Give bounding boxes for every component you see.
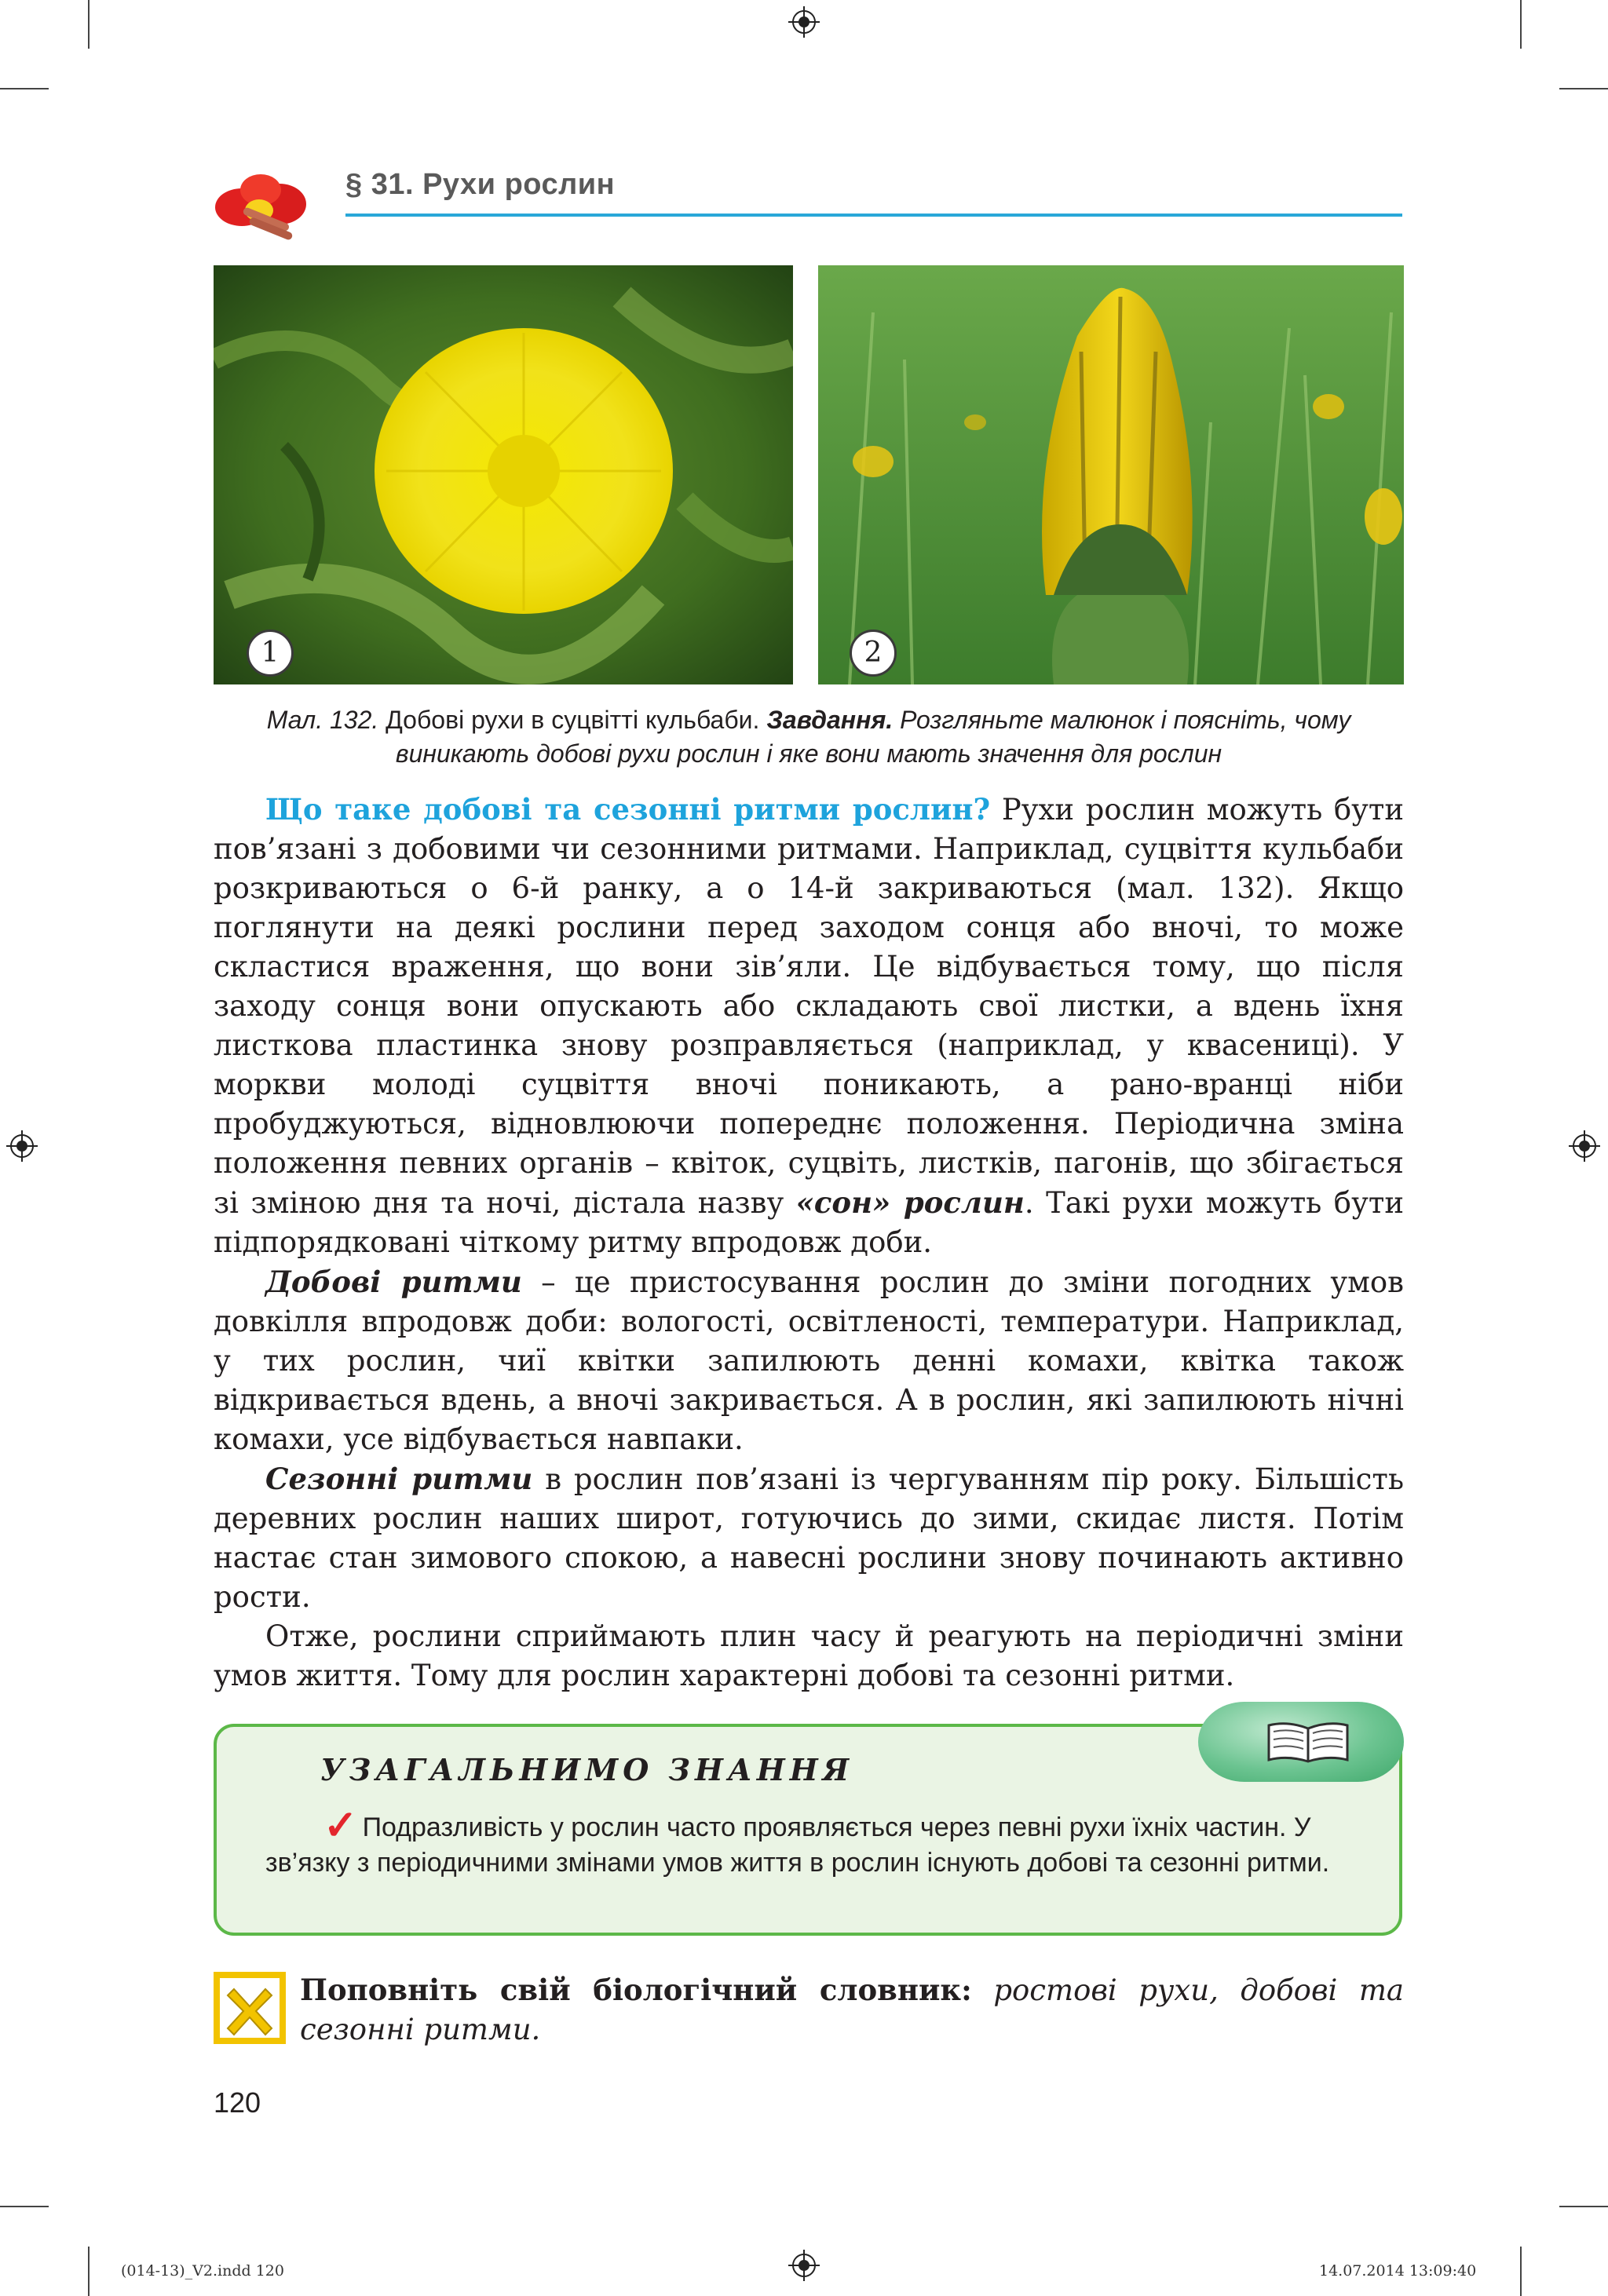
figure-label-2: 2 bbox=[850, 630, 897, 677]
figure-label-1: 1 bbox=[247, 630, 294, 677]
registration-mark-icon bbox=[788, 2250, 820, 2281]
photo-dandelion-open bbox=[214, 265, 793, 684]
paragraph-text: – це пристосування рослин до зміни погодних умов довкілля впродовж доби: вологості, освітленості, температури. Наприклад, у тих рослин, чиї квітки запилюють денні комахи, квітка також відкривається вдень, а вночі закривається. А в рослин, які запилюють нічні комахи, усе відбувається навпаки. bbox=[214, 1265, 1404, 1456]
registration-mark-icon bbox=[788, 6, 820, 38]
caption-task: Розгляньте малюнок і поясніть, чому виникають добові рухи рослин і яке вони мають значення для рослин bbox=[395, 706, 1351, 768]
registration-mark-icon bbox=[1569, 1130, 1600, 1162]
crop-mark bbox=[1559, 88, 1608, 89]
dictionary-lead: Поповніть свій біологічний словник: bbox=[300, 1973, 972, 2007]
dictionary-x-icon bbox=[214, 1972, 286, 2044]
crop-mark bbox=[1520, 0, 1522, 49]
summary-body: Подразливість у рослин часто проявляється через певні рухи їхніх частин. У зв’язку з періодичними змінами умов життя в рослин існують добові та сезонні ритми. bbox=[265, 1812, 1330, 1878]
page-number: 120 bbox=[214, 2086, 261, 2119]
caption-main: Добові рухи в суцвітті кульбаби. bbox=[378, 706, 767, 734]
figure-caption bbox=[214, 703, 1404, 771]
summary-heading: УЗАГАЛЬНИМО ЗНАННЯ bbox=[320, 1752, 854, 1787]
term-seasonal-rhythms: Сезонні ритми bbox=[265, 1462, 533, 1496]
summary-tab bbox=[1198, 1702, 1404, 1782]
registration-mark-icon bbox=[6, 1130, 38, 1162]
paragraph: Отже, рослини сприймають плин часу й реагують на періодичні зміни умов життя. Тому для рослин характерні добові та сезонні ритми. bbox=[214, 1619, 1404, 1692]
slug-datetime: 14.07.2014 13:09:40 bbox=[1319, 2262, 1477, 2280]
crop-mark bbox=[1520, 2247, 1522, 2296]
paragraph-text: . Такі рухи можуть бути підпорядковані чіткому ритму впродовж доби. bbox=[214, 1186, 1404, 1259]
caption-task-label: Завдання. bbox=[766, 706, 894, 734]
dictionary-note bbox=[300, 1970, 1404, 2050]
term-daily-rhythms: Добові ритми bbox=[265, 1265, 522, 1299]
body-text bbox=[214, 790, 1404, 1696]
paragraph bbox=[214, 790, 1404, 1262]
header-rule bbox=[345, 214, 1402, 217]
crop-mark bbox=[88, 0, 90, 49]
section-title: § 31. Рухи рослин bbox=[345, 168, 616, 201]
dictionary-terms: ростові рухи, добові та сезонні ритми. bbox=[300, 1973, 1404, 2046]
flower-icon bbox=[210, 166, 312, 245]
photo-dandelion-closed bbox=[818, 265, 1404, 684]
check-icon: ✓ bbox=[323, 1803, 358, 1849]
paragraph bbox=[214, 1459, 1404, 1617]
crop-mark bbox=[88, 2247, 90, 2296]
section-question: Що таке добові та сезонні ритми рослин? bbox=[265, 792, 991, 827]
paragraph-text: в рослин пов’язані із чергуванням пір року. Більшість деревних рослин наших широт, готуючись до зими, скидає листя. Потім настає стан зимового спокою, а навесні рослини знову починають активно рости. bbox=[214, 1462, 1404, 1614]
slug-file: (014-13)_V2.indd 120 bbox=[121, 2262, 284, 2280]
paragraph-text: Рухи рослин можуть бути пов’язані з добовими чи сезонними ритмами. Наприклад, суцвіття кульбаби розкриваються о 6-й ранку, а о 14-й закриваються (мал. 132). Якщо поглянути на деякі рослини перед заходом сонця або вночі, то може скластися враження, що вони зів’яли. Це відбувається тому, що після заходу сонця вони опускають або складають свої листки, а вдень їхня листкова пластинка знову розправляється (наприклад, у квасениці). У моркви молоді суцвіття вночі поникають, а рано-вранці ніби пробуджуються, відновлюючи попереднє положення. Періодична зміна положення певних органів – квіток, суцвіть, листків, пагонів, що збігається зі зміною дня та ночі, дістала назву bbox=[214, 793, 1404, 1220]
crop-mark bbox=[1559, 2206, 1608, 2207]
paragraph bbox=[214, 1262, 1404, 1459]
caption-lead: Мал. 132. bbox=[266, 706, 379, 734]
open-book-icon bbox=[1266, 1721, 1350, 1765]
crop-mark bbox=[0, 2206, 49, 2207]
term-plant-sleep: «сон» рослин bbox=[795, 1185, 1025, 1220]
crop-mark bbox=[0, 88, 49, 89]
summary-text bbox=[265, 1803, 1365, 1881]
